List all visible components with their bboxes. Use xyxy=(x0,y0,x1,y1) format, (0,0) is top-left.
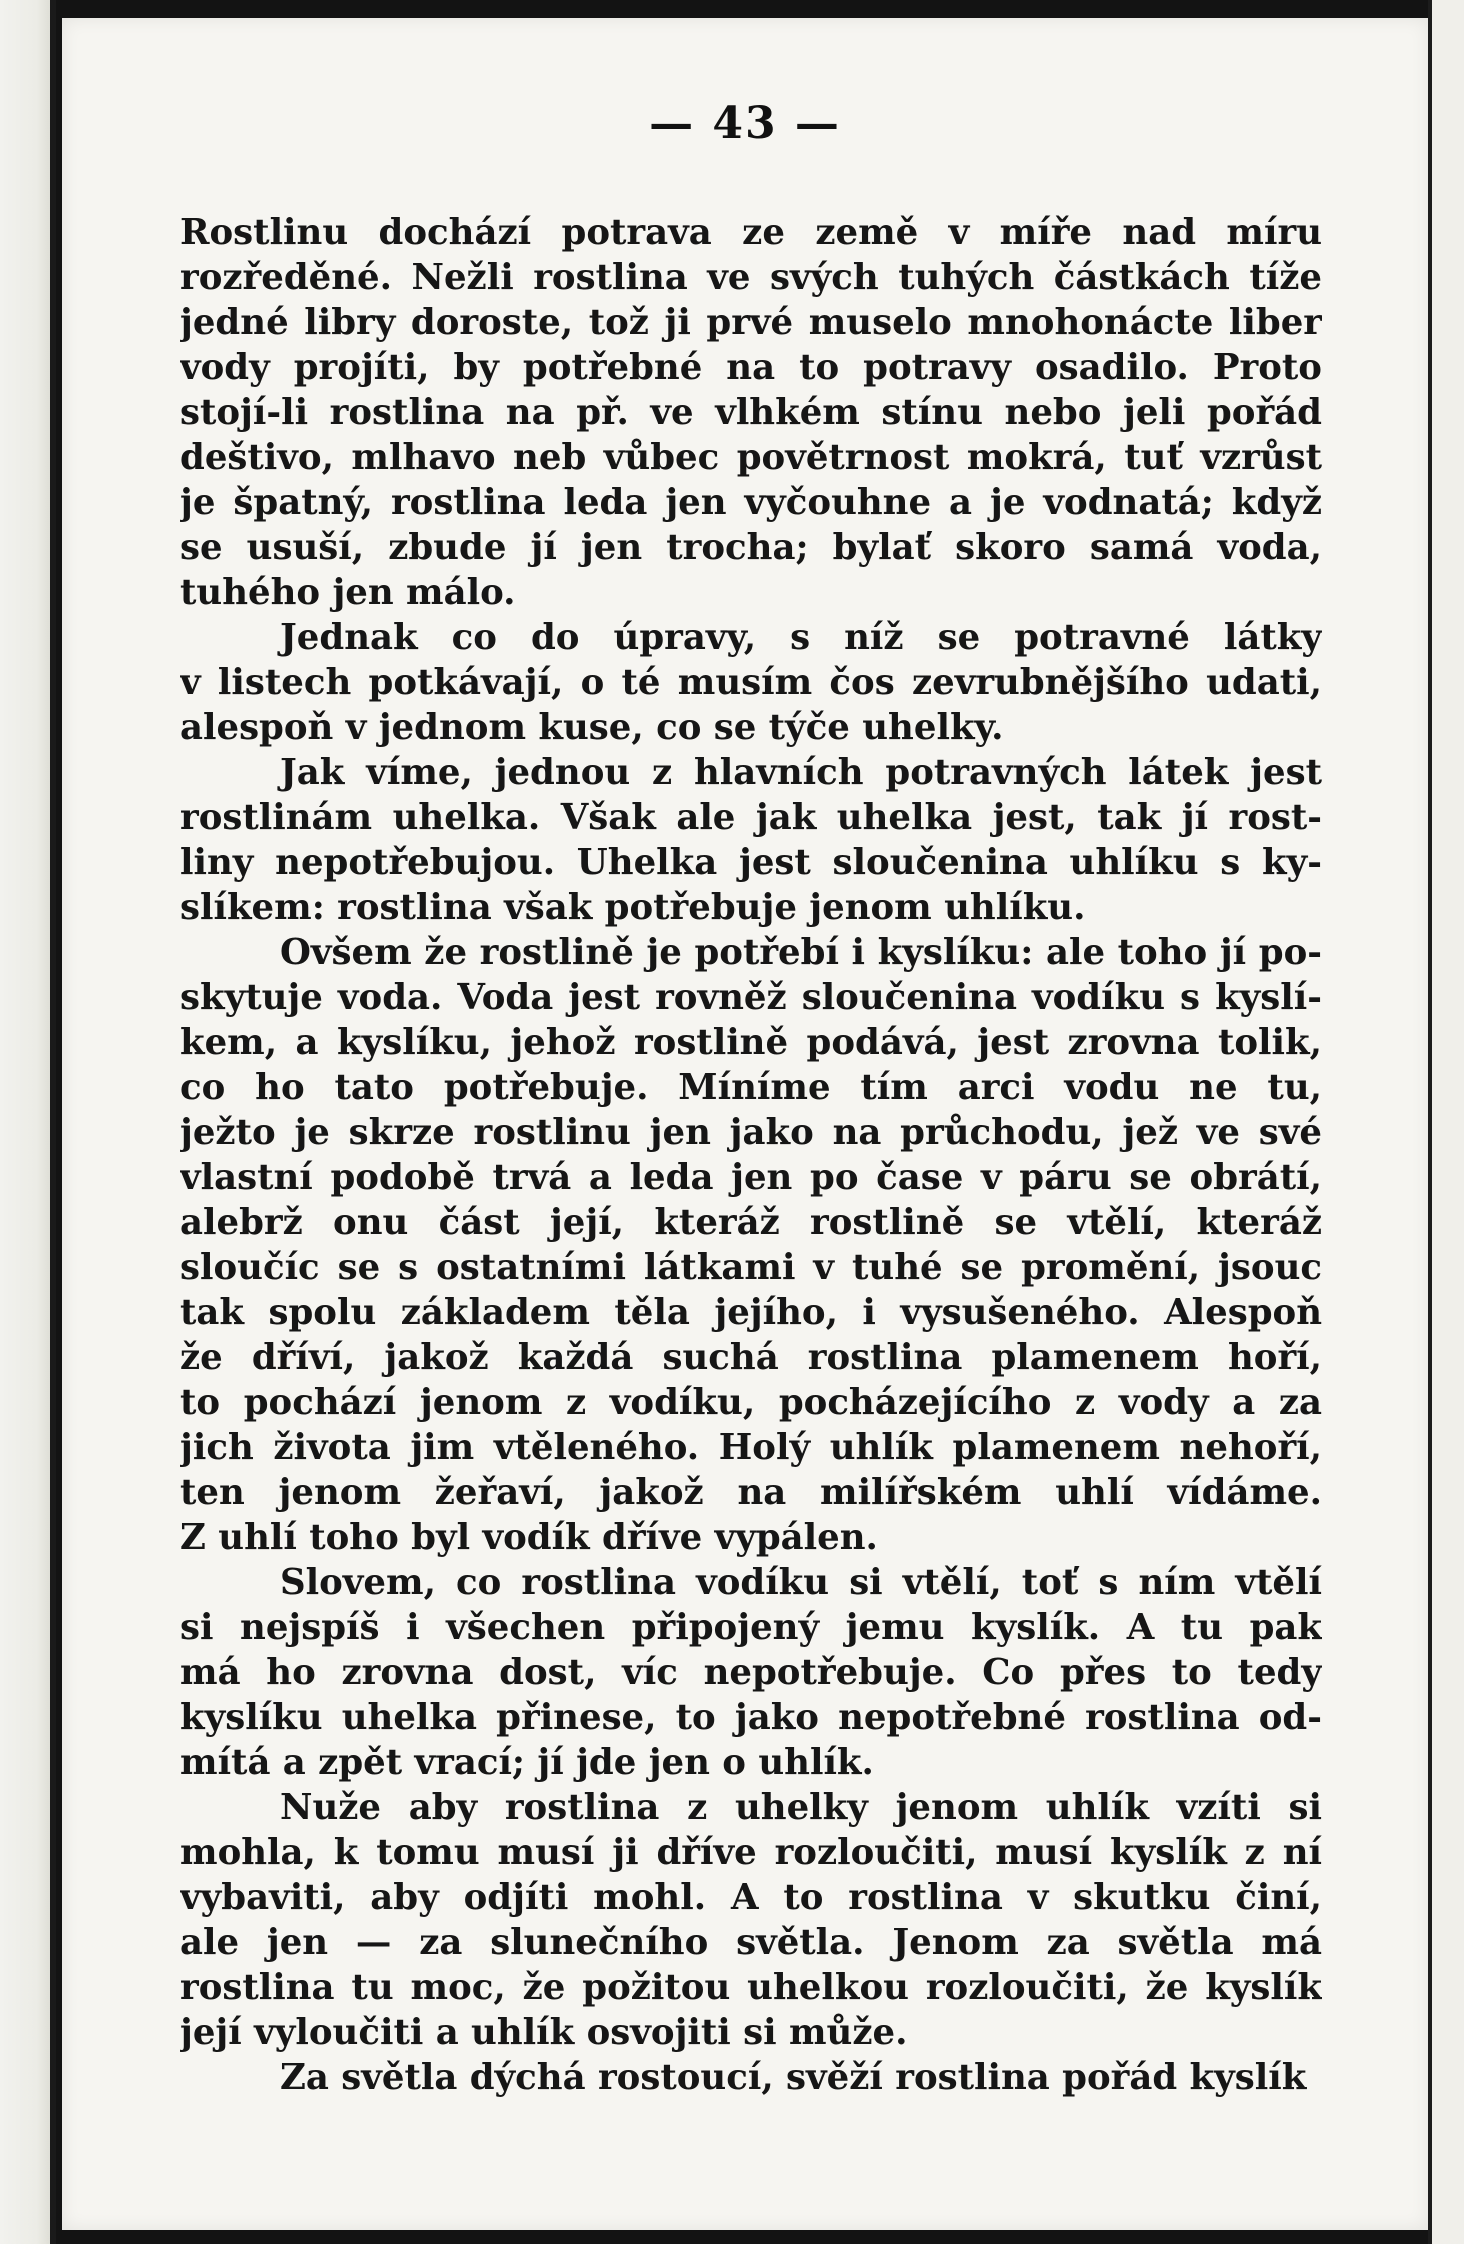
text-line: se usuší, zbude jí jen trocha; bylať skoro samá voda, xyxy=(180,527,1322,568)
text-line: stojí-li rostlina na př. ve vlhkém stínu nebo jeli pořád xyxy=(180,392,1322,433)
text-line: v listech potkávají, o té musím čos zevrubnějšího udati, xyxy=(180,662,1322,703)
text-line: rozředěné. Nežli rostlina ve svých tuhých částkách tíže xyxy=(180,257,1322,298)
text-line: ten jenom žeřaví, jakož na milířském uhlí vídáme. xyxy=(180,1472,1322,1513)
text-line: si nejspíš i všechen připojený jemu kyslík. A tu pak xyxy=(180,1607,1322,1648)
text-line: liny nepotřebujou. Uhelka jest sloučenina uhlíku s ky- xyxy=(180,842,1322,883)
text-line: Jak víme, jednou z hlavních potravných látek jest xyxy=(280,752,1322,793)
text-line: Z uhlí toho byl vodík dříve vypálen. xyxy=(180,1517,878,1558)
text-line: rostlinám uhelka. Však ale jak uhelka jest, tak jí rost- xyxy=(180,797,1322,838)
left-binding-line xyxy=(50,0,56,2244)
text-line: Ovšem že rostlině je potřebí i kyslíku: ale toho jí po- xyxy=(280,932,1322,973)
paragraph xyxy=(180,615,1322,750)
paragraph xyxy=(180,750,1322,930)
text-line: Za světla dýchá rostoucí, svěží rostlina pořád kyslík xyxy=(280,2057,1307,2098)
text-line: tak spolu základem těla jejího, i vysušeného. Alespoň xyxy=(180,1292,1322,1333)
book-page xyxy=(62,18,1428,2230)
paragraph xyxy=(180,930,1322,1560)
text-line: co ho tato potřebuje. Míníme tím arci vodu ne tu, xyxy=(180,1067,1322,1108)
body-text xyxy=(180,210,1322,2100)
right-page-edge xyxy=(1428,0,1432,2244)
paragraph xyxy=(180,1560,1322,1785)
text-line: kem, a kyslíku, jehož rostlině podává, jest zrovna tolik, xyxy=(180,1022,1322,1063)
left-margin-strip xyxy=(0,0,52,2244)
text-line: má ho zrovna dost, víc nepotřebuje. Co přes to tedy xyxy=(180,1652,1322,1693)
text-line: skytuje voda. Voda jest rovněž sloučenina vodíku s kyslí- xyxy=(180,977,1322,1018)
text-line: vlastní podobě trvá a leda jen po čase v páru se obrátí, xyxy=(180,1157,1322,1198)
paragraph xyxy=(180,210,1322,615)
text-line: tuhého jen málo. xyxy=(180,572,516,613)
text-line: sloučíc se s ostatními látkami v tuhé se promění, jsouc xyxy=(180,1247,1322,1288)
text-line: vody projíti, by potřebné na to potravy osadilo. Proto xyxy=(180,347,1322,388)
text-line: je špatný, rostlina leda jen vyčouhne a je vodnatá; když xyxy=(180,482,1322,523)
text-line: ale jen — za slunečního světla. Jenom za světla má xyxy=(180,1922,1322,1963)
text-line: deštivo, mlhavo neb vůbec povětrnost mokrá, tuť vzrůst xyxy=(180,437,1322,478)
text-line: to pochází jenom z vodíku, pocházejícího z vody a za xyxy=(180,1382,1322,1423)
text-line: Rostlinu dochází potrava ze země v míře nad míru xyxy=(180,212,1322,253)
text-line: slíkem: rostlina však potřebuje jenom uhlíku. xyxy=(180,887,1086,928)
text-line: Nuže aby rostlina z uhelky jenom uhlík vzíti si xyxy=(280,1787,1322,1828)
text-line: Slovem, co rostlina vodíku si vtělí, toť s ním vtělí xyxy=(280,1562,1322,1603)
text-line: alespoň v jednom kuse, co se týče uhelky. xyxy=(180,707,1004,748)
page-number: — 43 — xyxy=(649,98,841,149)
text-line: alebrž onu část její, kteráž rostlině se vtělí, kteráž xyxy=(180,1202,1322,1243)
text-line: ježto je skrze rostlinu jen jako na průchodu, jež ve své xyxy=(180,1112,1322,1153)
text-line: že dříví, jakož každá suchá rostlina plamenem hoří, xyxy=(180,1337,1322,1378)
text-line: rostlina tu moc, že požitou uhelkou rozloučiti, že kyslík xyxy=(180,1967,1322,2008)
paragraph xyxy=(180,2055,1322,2100)
text-line: její vyloučiti a uhlík osvojiti si může. xyxy=(180,2012,908,2053)
text-line: jich života jim vtěleného. Holý uhlík plamenem nehoří, xyxy=(180,1427,1322,1468)
text-line: mohla, k tomu musí ji dříve rozloučiti, musí kyslík z ní xyxy=(180,1832,1322,1873)
paragraph xyxy=(180,1785,1322,2055)
text-line: mítá a zpět vrací; jí jde jen o uhlík. xyxy=(180,1742,874,1783)
right-margin-strip xyxy=(1428,0,1464,2244)
text-line: Jednak co do úpravy, s níž se potravné látky xyxy=(280,617,1322,658)
text-line: vybaviti, aby odjíti mohl. A to rostlina v skutku činí, xyxy=(180,1877,1322,1918)
text-line: jedné libry doroste, tož ji prvé muselo mnohonácte liber xyxy=(180,302,1322,343)
text-line: kyslíku uhelka přinese, to jako nepotřebné rostlina od- xyxy=(180,1697,1322,1738)
